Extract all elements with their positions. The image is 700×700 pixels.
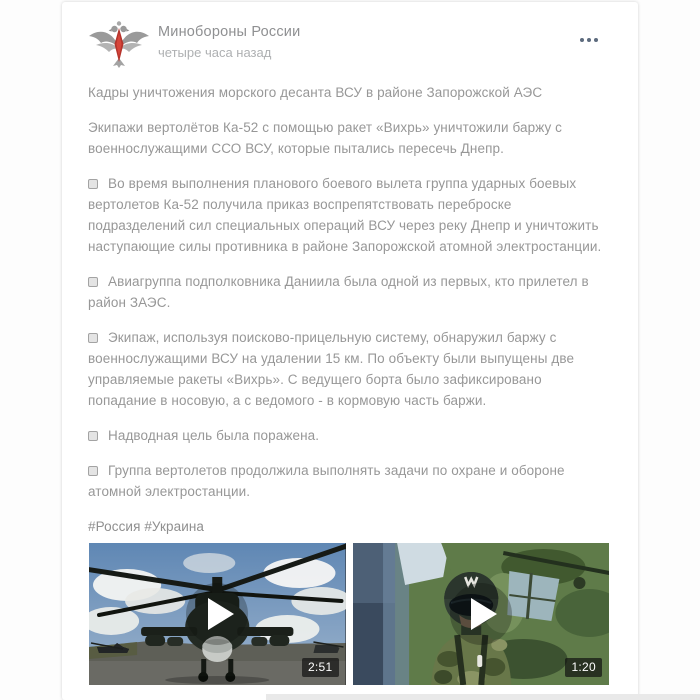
post-text (62, 68, 636, 537)
bullet-square-icon (88, 277, 98, 287)
video-duration-badge: 1:20 (565, 658, 602, 677)
post-paragraph: Экипажи вертолётов Ка-52 с помощью ракет «Вихрь» уничтожили баржу с военнослужащими ССО ВСУ, которые пытались пересечь Днепр. (88, 120, 563, 156)
author-name[interactable]: Минобороны России (158, 24, 301, 40)
mod-eagle-emblem-avatar[interactable] (86, 16, 152, 68)
post-hashtags[interactable]: #Россия #Украина (88, 519, 205, 534)
eagle-emblem-icon (86, 16, 152, 68)
post-paragraph: Экипаж, используя поисково-прицельную систему, обнаружил баржу с военнослужащими ВСУ на удалении 15 км. По объекту были выпущены две управляемые ракеты «Вихрь». С ведущего борта было зафиксировано попадание в носовую, а с ведомого - в кормовую часть баржи. (88, 330, 575, 408)
bullet-square-icon (88, 333, 98, 343)
post-timestamp[interactable]: четыре часа назад (158, 45, 272, 60)
author-block (158, 24, 300, 60)
post-paragraph: Кадры уничтожения морского десанта ВСУ в районе Запорожской АЭС (88, 85, 543, 100)
video-thumbnail-pilot[interactable] (353, 543, 610, 685)
ellipsis-icon (587, 38, 591, 42)
ellipsis-icon (580, 38, 584, 42)
video-attachments (89, 543, 609, 685)
post-paragraph: Авиагруппа подполковника Даниила была одной из первых, кто прилетел в район ЗАЭС. (88, 274, 589, 310)
post-paragraph: Во время выполнения планового боевого вылета группа ударных боевых вертолетов Ка-52 получила приказ воспрепятствовать переброске подразделений сил специальных операций ВСУ через реку Днепр и уничтожить наступающие силы противника в районе Запорожской атомной электростанции. (88, 176, 602, 254)
post-paragraph: Надводная цель была поражена. (88, 425, 610, 446)
bullet-square-icon (88, 179, 98, 189)
play-icon (450, 583, 512, 645)
video-thumbnail-helicopter[interactable] (89, 543, 346, 685)
play-icon (186, 583, 248, 645)
post-paragraph: Группа вертолетов продолжила выполнять задачи по охране и обороне атомной электростанции. (88, 463, 565, 499)
video-duration-badge: 2:51 (302, 658, 339, 677)
post-menu-button[interactable] (576, 34, 602, 46)
bullet-square-icon (88, 431, 98, 441)
post-header (62, 2, 638, 68)
ellipsis-icon (594, 38, 598, 42)
bullet-square-icon (88, 466, 98, 476)
post-card (62, 2, 638, 700)
next-post-edge (266, 694, 700, 700)
